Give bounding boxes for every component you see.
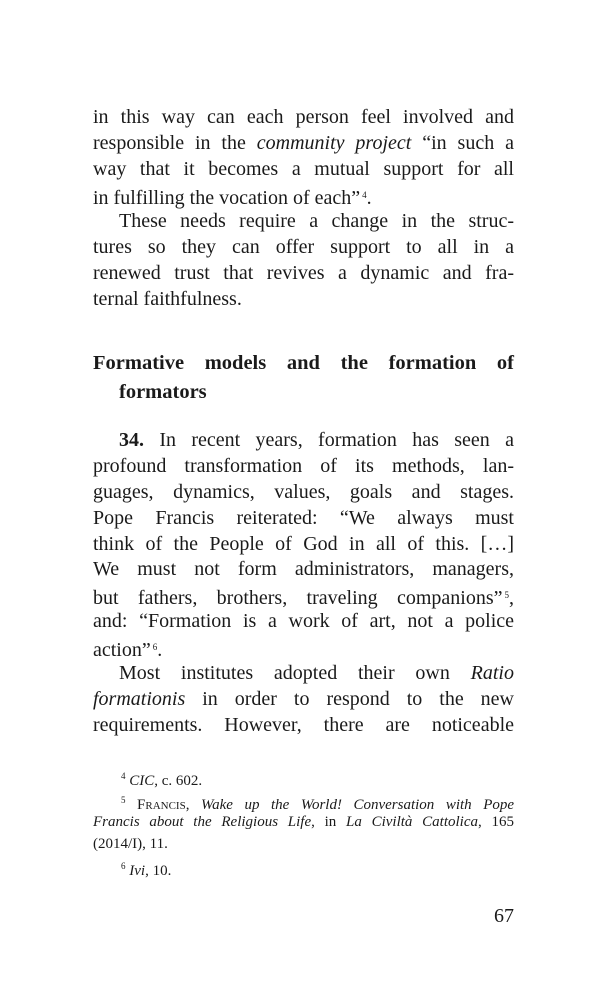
text-segment: , 165 xyxy=(478,814,515,830)
text-segment: profound transformation of its methods, lan- xyxy=(93,455,514,477)
body-text-line xyxy=(93,260,514,286)
footnote-marker: 6 xyxy=(121,861,126,871)
body-text-line xyxy=(93,156,514,182)
text-segment: action” xyxy=(93,639,151,661)
text-segment: “in such a xyxy=(411,132,514,154)
text-segment: tures so they can offer support to all in a xyxy=(93,236,514,258)
footnote-line xyxy=(93,765,514,787)
text-segment: . xyxy=(366,187,372,209)
paragraph-number: 34. xyxy=(119,429,144,451)
footnote-line xyxy=(93,811,514,833)
text-segment: in fulfilling the vocation of each” xyxy=(93,187,361,209)
italic-text: Wake up the World! Conversation with Pope xyxy=(201,797,515,813)
body-text-line xyxy=(93,453,514,479)
footnote-line xyxy=(93,833,514,855)
footnote-marker: 6 xyxy=(152,642,158,652)
body-text-line xyxy=(93,130,514,156)
body-text-line xyxy=(93,505,514,531)
text-segment: (2014/I), 11. xyxy=(93,836,168,852)
section-heading-line xyxy=(93,379,514,405)
body-text-line xyxy=(93,427,514,453)
text-segment: , in xyxy=(311,814,347,830)
text-segment: responsible in the xyxy=(93,132,257,154)
page-number: 67 xyxy=(494,905,514,927)
text-segment: , xyxy=(509,587,514,609)
text-segment: We must not form administrators, managers, xyxy=(93,558,514,580)
body-text-line xyxy=(93,556,514,582)
text-segment: Pope Francis reiterated: “We always must xyxy=(93,507,514,529)
text-segment: . xyxy=(157,639,163,661)
text-segment: These needs require a change in the struc- xyxy=(119,210,514,232)
body-text-line xyxy=(93,104,514,130)
footnote-marker: 4 xyxy=(121,771,126,781)
text-segment: requirements. However, there are noticeable xyxy=(93,714,514,736)
text-segment: , c. 602. xyxy=(154,773,203,789)
text-segment: , xyxy=(185,797,201,813)
text-segment: Formative models and the formation of xyxy=(93,352,514,374)
text-segment: way that it becomes a mutual support for all xyxy=(93,158,514,180)
body-text-line xyxy=(93,531,514,557)
text-segment: formators xyxy=(119,381,207,403)
italic-text: community project xyxy=(256,132,412,154)
italic-text: Ratio xyxy=(470,662,514,684)
text-segment: ternal faithfulness. xyxy=(93,288,242,310)
body-text-line xyxy=(93,660,514,686)
text-segment: guages, dynamics, values, goals and stages. xyxy=(93,481,514,503)
text-segment: and: “Formation is a work of art, not a police xyxy=(93,610,514,632)
italic-text: Francis about the Religious Life xyxy=(93,814,312,830)
italic-text: CIC xyxy=(129,773,155,789)
footnote-line xyxy=(93,789,514,811)
body-text-line xyxy=(93,479,514,505)
italic-text: La Civiltà Cattolica xyxy=(346,814,479,830)
text-segment: renewed trust that revives a dynamic and fra- xyxy=(93,262,514,284)
text-segment: Francis xyxy=(137,797,186,813)
text-segment: in this way can each person feel involved and xyxy=(93,106,514,128)
text-segment: Most institutes adopted their own xyxy=(119,662,471,684)
body-text-line xyxy=(93,286,514,312)
text-segment: but fathers, brothers, traveling companions” xyxy=(93,587,503,609)
italic-text: formationis xyxy=(93,688,186,710)
italic-text: Ivi xyxy=(129,863,146,879)
footnote-marker: 4 xyxy=(362,190,367,200)
body-text-line xyxy=(93,208,514,234)
footnote-marker: 5 xyxy=(121,795,126,805)
body-text-line xyxy=(93,634,514,660)
section-heading-line xyxy=(93,350,514,376)
text-segment: think of the People of God in all of this. […] xyxy=(93,533,514,555)
body-text-line xyxy=(93,608,514,634)
body-text-line xyxy=(93,234,514,260)
body-text-line xyxy=(93,182,514,208)
body-text-line xyxy=(93,712,514,738)
body-text-line xyxy=(93,582,514,608)
body-text-line xyxy=(93,686,514,712)
footnote-marker: 5 xyxy=(504,590,509,600)
text-segment: in order to respond to the new xyxy=(185,688,514,710)
text-segment: In recent years, formation has seen a xyxy=(144,429,514,451)
text-segment: , 10. xyxy=(145,863,172,879)
footnote-line xyxy=(93,855,514,877)
